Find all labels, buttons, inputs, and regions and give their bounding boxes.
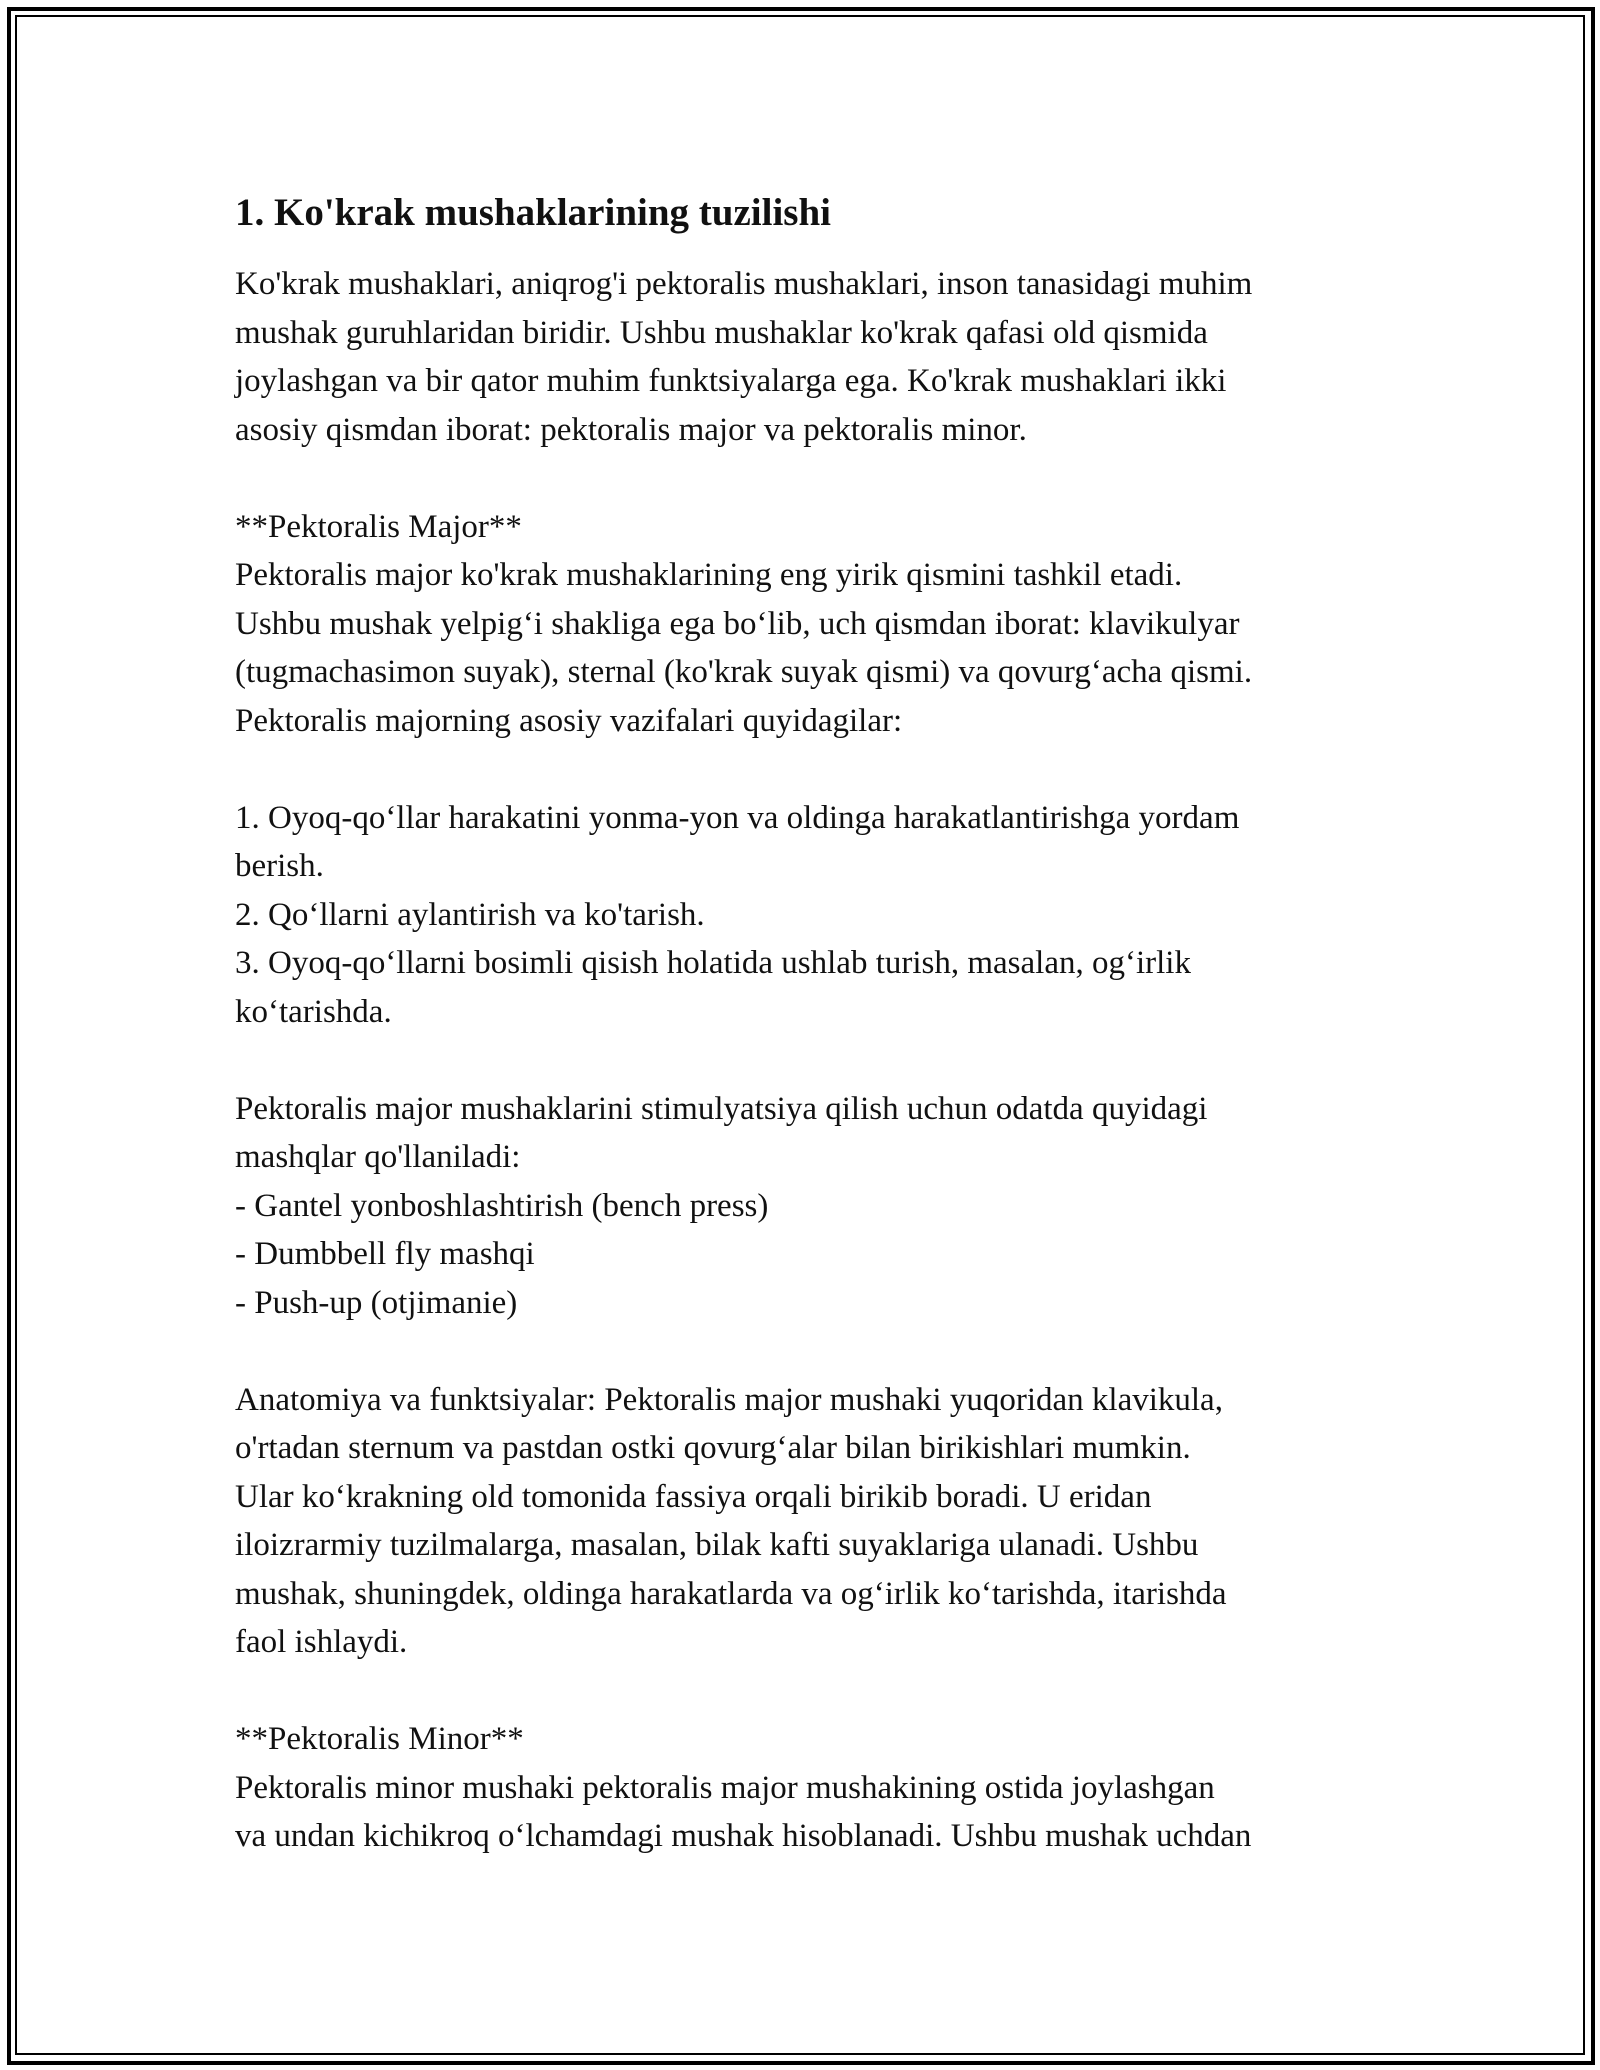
text-line: Ular ko‘krakning old tomonida fassiya orqali birikib boradi. U eridan bbox=[235, 1478, 1152, 1515]
text-line: Pektoralis majorning asosiy vazifalari quyidagilar: bbox=[235, 702, 903, 739]
list-item: - Push-up (otjimanie) bbox=[235, 1284, 518, 1321]
intro-paragraph bbox=[235, 260, 1375, 454]
exercises-paragraph bbox=[235, 1085, 1375, 1328]
list-item: - Gantel yonboshlashtirish (bench press) bbox=[235, 1187, 769, 1224]
anatomy-paragraph bbox=[235, 1376, 1375, 1667]
text-line: joylashgan va bir qator muhim funktsiyalarga ega. Ko'krak mushaklari ikki bbox=[235, 363, 1227, 399]
text-line: Pektoralis major mushaklarini stimulyatsiya qilish uchun odatda quyidagi bbox=[235, 1090, 1208, 1127]
text-line: Anatomiya va funktsiyalar: Pektoralis major mushaki yuqoridan klavikula, bbox=[235, 1381, 1223, 1418]
text-line: mushak, shuningdek, oldinga harakatlarda va og‘irlik ko‘tarishda, itarishda bbox=[235, 1575, 1227, 1612]
major-section bbox=[235, 503, 1375, 746]
list-item: 3. Oyoq-qo‘llarni bosimli qisish holatida ushlab turish, masalan, og‘irlik bbox=[235, 945, 1191, 981]
text-line: o'rtadan sternum va pastdan ostki qovurg‘alar bilan birikishlari mumkin. bbox=[235, 1430, 1191, 1466]
text-line: faol ishlaydi. bbox=[235, 1624, 408, 1660]
list-item: ko‘tarishda. bbox=[235, 993, 392, 1030]
minor-section bbox=[235, 1715, 1375, 1861]
text-line: Ushbu mushak yelpig‘i shakliga ega bo‘lib, uch qismdan iborat: klavikulyar bbox=[235, 605, 1240, 642]
document-body bbox=[235, 186, 1375, 1909]
text-line: mashqlar qo'llaniladi: bbox=[235, 1139, 521, 1175]
text-line: Pektoralis minor mushaki pektoralis major mushakining ostida joylashgan bbox=[235, 1769, 1215, 1806]
text-line: asosiy qismdan iborat: pektoralis major va pektoralis minor. bbox=[235, 411, 1027, 448]
text-line: Ko'krak mushaklari, aniqrog'i pektoralis mushaklari, inson tanasidagi muhim bbox=[235, 266, 1253, 302]
text-line: mushak guruhlaridan biridir. Ushbu mushaklar ko'krak qafasi old qismida bbox=[235, 314, 1208, 351]
list-item: berish. bbox=[235, 848, 324, 884]
text-line: va undan kichikroq o‘lchamdagi mushak hisoblanadi. Ushbu mushak uchdan bbox=[235, 1818, 1252, 1854]
list-item: - Dumbbell fly mashqi bbox=[235, 1236, 535, 1272]
text-line: iloizrarmiy tuzilmalarga, masalan, bilak kafti suyaklariga ulanadi. Ushbu bbox=[235, 1527, 1199, 1563]
text-line: (tugmachasimon suyak), sternal (ko'krak suyak qismi) va qovurg‘acha qismi. bbox=[235, 654, 1253, 690]
list-item: 2. Qo‘llarni aylantirish va ko'tarish. bbox=[235, 896, 705, 933]
subheading-major: **Pektoralis Major** bbox=[235, 508, 522, 545]
section-heading: 1. Ko'krak mushaklarining tuzilishi bbox=[235, 191, 831, 234]
functions-list bbox=[235, 794, 1375, 1037]
subheading-minor: **Pektoralis Minor** bbox=[235, 1721, 524, 1757]
list-item: 1. Oyoq-qo‘llar harakatini yonma-yon va oldinga harakatlantirishga yordam bbox=[235, 799, 1240, 836]
text-line: Pektoralis major ko'krak mushaklarining eng yirik qismini tashkil etadi. bbox=[235, 557, 1183, 593]
